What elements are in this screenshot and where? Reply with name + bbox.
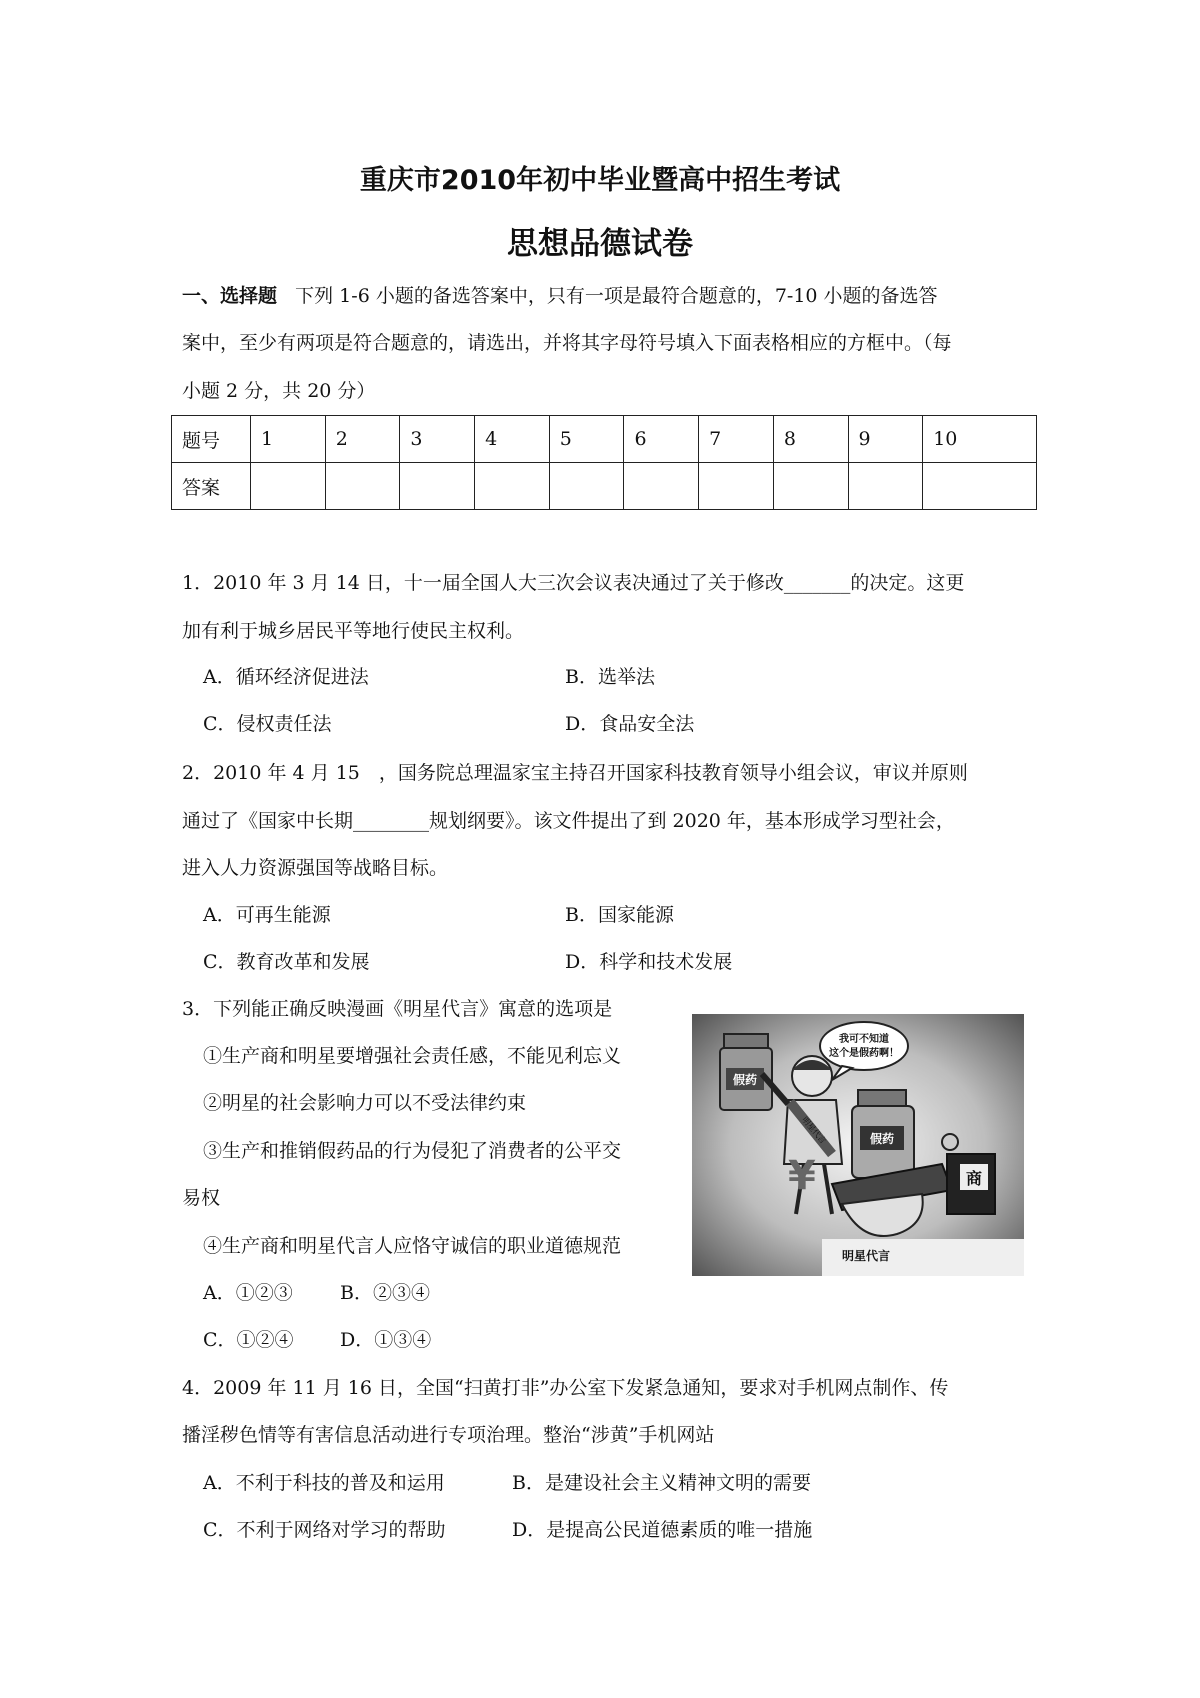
section-instructions-line1 bbox=[182, 283, 938, 309]
answer-cell[interactable] bbox=[624, 463, 699, 510]
q4-option-d: D．是提高公民道德素质的唯一措施 bbox=[512, 1519, 813, 1541]
q3-item-2: ②明星的社会影响力可以不受法律约束 bbox=[203, 1092, 527, 1114]
row-label-question-no: 题号 bbox=[172, 416, 251, 463]
bubble-text-2: 这个是假药啊！ bbox=[829, 1048, 899, 1059]
q1-option-c: C．侵权责任法 bbox=[203, 713, 332, 735]
row-label-answer: 答案 bbox=[172, 463, 251, 510]
answer-cell[interactable] bbox=[475, 463, 550, 510]
q2-option-a: A．可再生能源 bbox=[203, 904, 331, 926]
q3-item-3-cont: 易权 bbox=[182, 1187, 221, 1209]
q4-stem-line1: 4．2009 年 11 月 16 日，全国“扫黄打非”办公室下发紧急通知，要求对手机网点制作、传 bbox=[182, 1377, 949, 1399]
answer-cell[interactable] bbox=[773, 463, 848, 510]
right-bottle-label: 假药 bbox=[869, 1132, 895, 1146]
sash-text: 明星代言 bbox=[800, 1115, 828, 1146]
question-number-cell: 10 bbox=[923, 416, 1037, 463]
q3-item-3: ③生产和推销假药品的行为侵犯了消费者的公平交 bbox=[203, 1140, 622, 1162]
right-medicine-bottle bbox=[852, 1090, 914, 1178]
cartoon-image bbox=[692, 1014, 1024, 1276]
q2-option-b: B．国家能源 bbox=[565, 904, 674, 926]
q4-stem-line2: 播淫秽色情等有害信息活动进行专项治理。整治“涉黄”手机网站 bbox=[182, 1424, 715, 1446]
exam-subtitle: 思想品德试卷 bbox=[507, 226, 693, 262]
cartoon-caption: 明星代言 bbox=[842, 1249, 891, 1263]
q2-stem-line1: 2．2010 年 4 月 15 ，国务院总理温家宝主持召开国家科技教育领导小组会议，审议并原则 bbox=[182, 762, 968, 784]
q3-option-c: C．①②④ bbox=[203, 1329, 294, 1351]
q2-stem-line2: 通过了《国家中长期________规划纲要》。该文件提出了到 2020 年，基本形成学习型社会， bbox=[182, 810, 955, 832]
question-number-cell: 7 bbox=[699, 416, 774, 463]
q3-option-b: B．②③④ bbox=[340, 1282, 430, 1304]
question-number-cell: 5 bbox=[549, 416, 624, 463]
q4-option-b: B．是建设社会主义精神文明的需要 bbox=[512, 1472, 811, 1494]
left-medicine-bottle bbox=[720, 1034, 772, 1110]
section-instructions-line3: 小题 2 分，共 20 分） bbox=[182, 380, 376, 402]
question-number-cell: 6 bbox=[624, 416, 699, 463]
q4-option-c: C．不利于网络对学习的帮助 bbox=[203, 1519, 446, 1541]
q2-option-c: C．教育改革和发展 bbox=[203, 951, 370, 973]
left-bottle-label: 假药 bbox=[732, 1073, 758, 1087]
q3-item-1: ①生产商和明星要增强社会责任感，不能见利忘义 bbox=[203, 1045, 622, 1067]
q2-stem-line3: 进入人力资源强国等战略目标。 bbox=[182, 857, 449, 879]
exam-title: 重庆市2010年初中毕业暨高中招生考试 bbox=[359, 165, 841, 196]
question-number-cell: 1 bbox=[251, 416, 326, 463]
answer-table-header-row bbox=[172, 416, 1037, 463]
answer-cell[interactable] bbox=[400, 463, 475, 510]
answer-cell[interactable] bbox=[848, 463, 923, 510]
answer-cell[interactable] bbox=[923, 463, 1037, 510]
q1-option-b: B．选举法 bbox=[565, 666, 655, 688]
q3-option-a: A．①②③ bbox=[203, 1282, 293, 1304]
instruction-text: 下列 1-6 小题的备选答案中，只有一项是最符合题意的，7-10 小题的备选答 bbox=[295, 285, 938, 307]
answer-table bbox=[171, 415, 1037, 510]
answer-cell[interactable] bbox=[699, 463, 774, 510]
answer-cell[interactable] bbox=[549, 463, 624, 510]
section-instructions-line2: 案中，至少有两项是符合题意的，请选出，并将其字母符号填入下面表格相应的方框中。（每 bbox=[182, 332, 952, 354]
question-number-cell: 4 bbox=[475, 416, 550, 463]
q1-stem-line2: 加有利于城乡居民平等地行使民主权利。 bbox=[182, 620, 525, 642]
answer-cell[interactable] bbox=[325, 463, 400, 510]
q2-option-d: D．科学和技术发展 bbox=[565, 951, 733, 973]
section-heading: 一、选择题 bbox=[182, 285, 278, 307]
suit-sleeve-text: 商 bbox=[965, 1169, 983, 1188]
q3-item-4: ④生产商和明星代言人应恪守诚信的职业道德规范 bbox=[203, 1235, 622, 1257]
q1-stem-line1: 1．2010 年 3 月 14 日，十一届全国人大三次会议表决通过了关于修改_______的决定。这更 bbox=[182, 572, 965, 594]
question-number-cell: 8 bbox=[773, 416, 848, 463]
answer-table-answer-row bbox=[172, 463, 1037, 510]
q1-option-d: D．食品安全法 bbox=[565, 713, 695, 735]
q3-stem: 3．下列能正确反映漫画《明星代言》寓意的选项是 bbox=[182, 998, 613, 1020]
q3-option-d: D．①③④ bbox=[340, 1329, 432, 1351]
q4-option-a: A．不利于科技的普及和运用 bbox=[203, 1472, 445, 1494]
currency-symbol: ¥ bbox=[788, 1153, 816, 1199]
answer-cell[interactable] bbox=[251, 463, 326, 510]
question-number-cell: 3 bbox=[400, 416, 475, 463]
bubble-text-1: 我可不知道 bbox=[839, 1034, 889, 1045]
q1-option-a: A．循环经济促进法 bbox=[203, 666, 369, 688]
question-number-cell: 9 bbox=[848, 416, 923, 463]
question-number-cell: 2 bbox=[325, 416, 400, 463]
